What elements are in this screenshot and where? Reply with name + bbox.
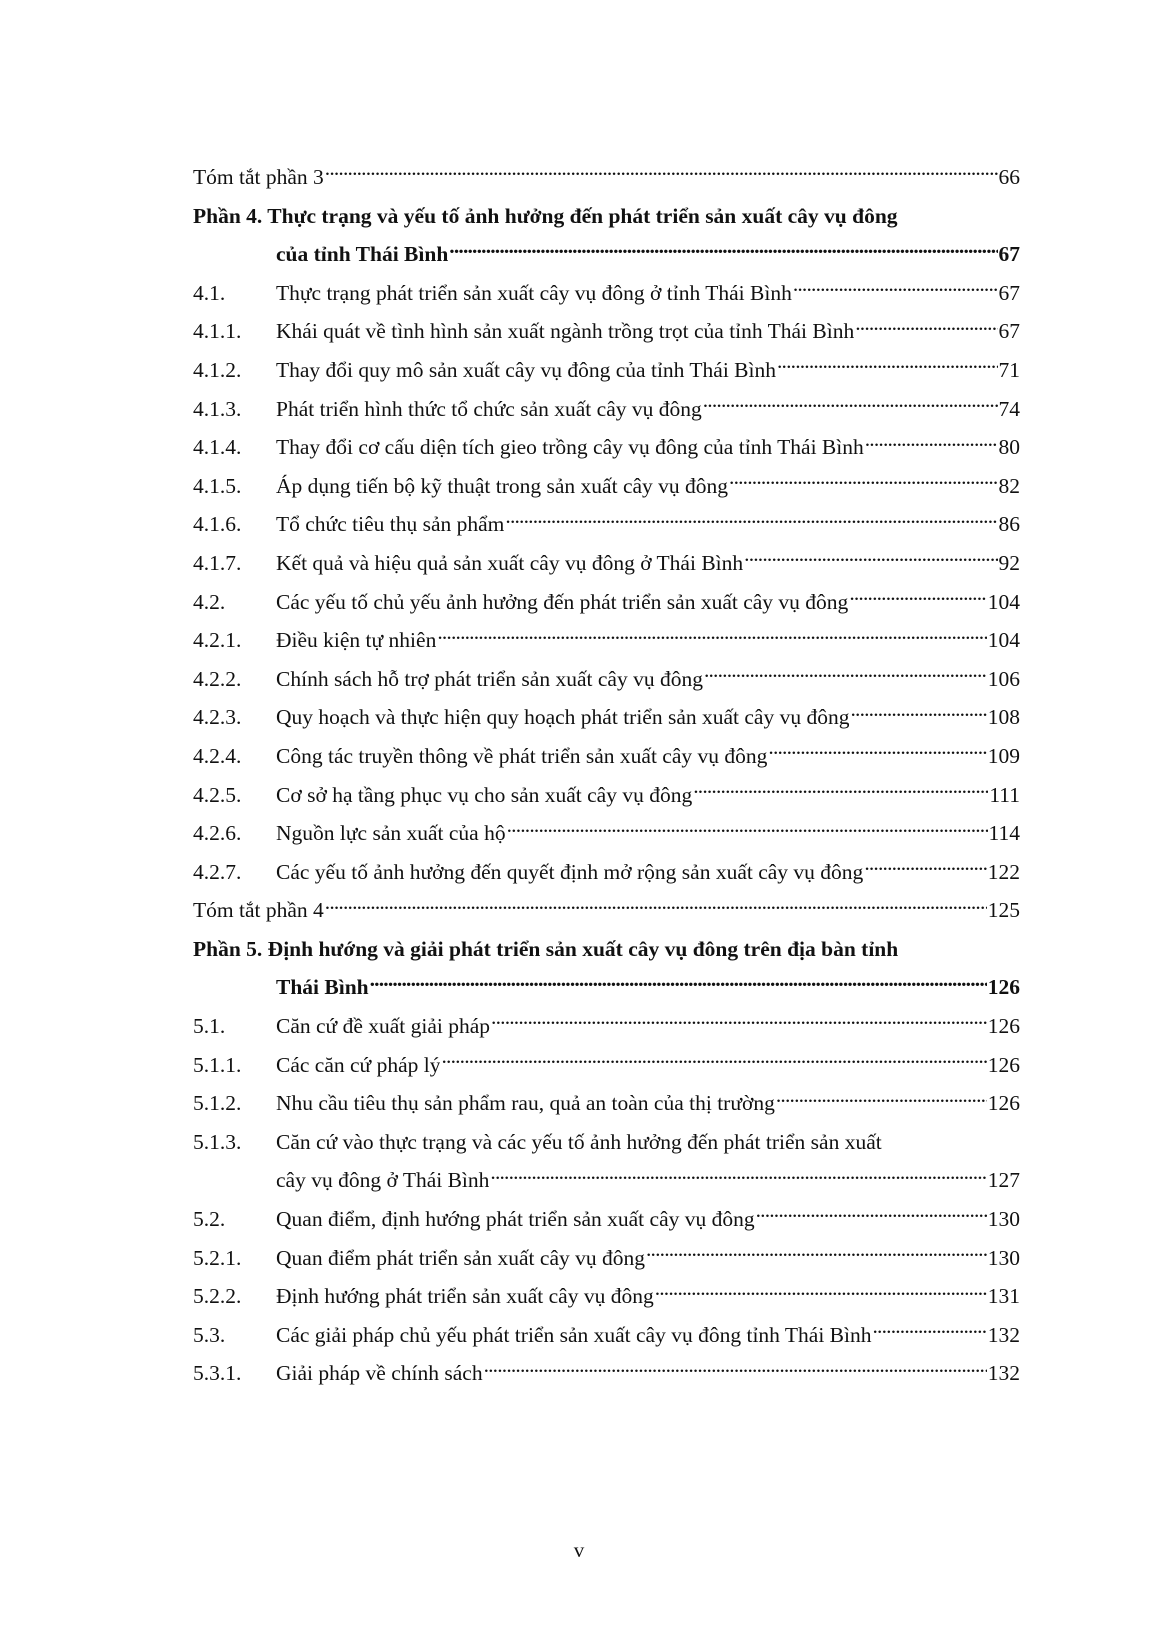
toc-entry-title: Tổ chức tiêu thụ sản phẩm — [276, 512, 505, 537]
toc-entry[interactable] — [193, 660, 1020, 699]
toc-entry-page: 106 — [987, 666, 1020, 691]
toc-entry-title: Nhu cầu tiêu thụ sản phẩm rau, quả an toàn của thị trường — [276, 1091, 775, 1116]
toc-entry-number: 4.1.5. — [193, 473, 242, 498]
toc-entry-title: Kết quả và hiệu quả sản xuất cây vụ đông ở Thái Bình — [276, 550, 744, 575]
toc-entry-title: Căn cứ vào thực trạng và các yếu tố ảnh hưởng đến phát triển sản xuất — [276, 1129, 882, 1154]
toc-entry-number: 4.2.6. — [193, 821, 242, 846]
toc-entry[interactable] — [193, 698, 1020, 737]
toc-entry-page: 92 — [998, 550, 1020, 575]
toc-entry-page: 122 — [987, 859, 1020, 884]
toc-entry-page: 67 — [998, 280, 1020, 305]
toc-entry-number: 5.1. — [193, 1014, 226, 1039]
toc-entry[interactable] — [193, 853, 1020, 892]
toc-entry-title-continuation: Thái Bình — [276, 975, 369, 1000]
toc-summary-entry[interactable] — [193, 891, 1020, 930]
toc-entry-title: Thay đổi cơ cấu diện tích gieo trồng cây vụ đông của tỉnh Thái Bình — [276, 435, 864, 460]
toc-entry[interactable] — [193, 390, 1020, 429]
toc-entry-number: 4.2.1. — [193, 628, 242, 653]
toc-entry[interactable] — [193, 1277, 1020, 1316]
toc-entry-title: Chính sách hỗ trợ phát triển sản xuất cây vụ đông — [276, 666, 703, 691]
toc-summary-entry[interactable] — [193, 158, 1020, 197]
dot-leader — [491, 1012, 987, 1034]
dot-leader — [505, 510, 997, 532]
toc-entry-page: 130 — [987, 1245, 1020, 1270]
toc-entry-page: 132 — [987, 1322, 1020, 1347]
toc-entry-title: Định hướng phát triển sản xuất cây vụ đông — [276, 1284, 654, 1309]
toc-entry-page: 67 — [998, 319, 1020, 344]
toc-entry-title: Điều kiện tự nhiên — [276, 628, 437, 653]
toc-entry[interactable] — [193, 1200, 1020, 1239]
toc-entry-number: 5.1.1. — [193, 1052, 242, 1077]
toc-entry-number: 4.2.7. — [193, 859, 242, 884]
toc-entry-title: Quan điểm phát triển sản xuất cây vụ đông — [276, 1245, 645, 1270]
dot-leader — [729, 471, 997, 493]
toc-entry-title: Các căn cứ pháp lý — [276, 1052, 441, 1077]
toc-entry-page: 104 — [987, 628, 1020, 653]
toc-entry-page: 130 — [987, 1207, 1020, 1232]
toc-entry-title-continuation: của tỉnh Thái Bình — [276, 242, 449, 267]
dot-leader — [449, 240, 997, 262]
toc-entry-title: Phát triển hình thức tổ chức sản xuất cây vụ đông — [276, 396, 702, 421]
toc-entry-page: 109 — [987, 743, 1020, 768]
toc-entry-number: 5.1.2. — [193, 1091, 242, 1116]
toc-entry[interactable] — [193, 1084, 1020, 1123]
dot-leader — [768, 741, 986, 763]
toc-entry-number: 4.2.5. — [193, 782, 242, 807]
toc-entry-number: 4.2.4. — [193, 743, 242, 768]
toc-entry-page: 86 — [998, 512, 1020, 537]
toc-entry-number: 5.2.1. — [193, 1245, 242, 1270]
table-of-contents — [193, 158, 1020, 1393]
toc-entry-title: Công tác truyền thông về phát triển sản xuất cây vụ đông — [276, 743, 768, 768]
toc-entry[interactable] — [193, 776, 1020, 815]
toc-entry[interactable] — [193, 814, 1020, 853]
toc-entry-number: 4.1.7. — [193, 550, 242, 575]
toc-entry-page: 126 — [987, 1014, 1020, 1039]
toc-entry[interactable] — [193, 544, 1020, 583]
dot-leader — [703, 394, 998, 416]
toc-entry-number: 4.1.4. — [193, 435, 242, 460]
toc-entry-number: 4.1.6. — [193, 512, 242, 537]
dot-leader — [325, 896, 987, 918]
dot-leader — [646, 1243, 987, 1265]
toc-part-heading[interactable] — [193, 197, 1020, 236]
toc-entry-page: 74 — [998, 396, 1020, 421]
toc-entry-page: 104 — [987, 589, 1020, 614]
toc-entry-title: Nguồn lực sản xuất của hộ — [276, 821, 506, 846]
toc-entry-title: Phần 5. Định hướng và giải phát triển sản xuất cây vụ đông trên địa bàn tỉnh — [193, 936, 899, 961]
toc-entry-page: 82 — [998, 473, 1020, 498]
toc-entry-page: 126 — [987, 975, 1020, 1000]
toc-entry-title: Khái quát về tình hình sản xuất ngành trồng trọt của tỉnh Thái Bình — [276, 319, 855, 344]
toc-entry-page: 108 — [987, 705, 1020, 730]
dot-leader — [855, 317, 997, 339]
dot-leader — [370, 973, 987, 995]
toc-entry-title: Cơ sở hạ tầng phục vụ cho sản xuất cây vụ đông — [276, 782, 693, 807]
toc-entry[interactable] — [193, 505, 1020, 544]
toc-entry-continuation[interactable] — [193, 968, 1020, 1007]
toc-part-heading[interactable] — [193, 930, 1020, 969]
toc-entry[interactable] — [193, 1239, 1020, 1278]
toc-entry-number: 4.1. — [193, 280, 226, 305]
toc-entry-page: 132 — [987, 1361, 1020, 1386]
toc-entry-page: 125 — [987, 898, 1020, 923]
toc-entry-page: 126 — [987, 1091, 1020, 1116]
toc-entry-continuation[interactable] — [193, 235, 1020, 274]
toc-entry-number: 5.3. — [193, 1322, 226, 1347]
toc-entry-title: Các giải pháp chủ yếu phát triển sản xuất cây vụ đông tỉnh Thái Bình — [276, 1322, 872, 1347]
dot-leader — [490, 1166, 986, 1188]
toc-entry[interactable] — [193, 428, 1020, 467]
dot-leader — [850, 703, 986, 725]
page-number: v — [573, 1538, 585, 1562]
toc-entry-title: Thực trạng phát triển sản xuất cây vụ đông ở tỉnh Thái Bình — [276, 280, 792, 305]
dot-leader — [864, 857, 986, 879]
toc-entry-page: 67 — [998, 242, 1020, 267]
dot-leader — [693, 780, 988, 802]
toc-entry-page: 71 — [998, 357, 1020, 382]
toc-entry-page: 126 — [987, 1052, 1020, 1077]
toc-entry-title: Tóm tắt phần 3 — [193, 165, 324, 189]
toc-entry-number: 5.2. — [193, 1207, 226, 1232]
dot-leader — [744, 548, 997, 570]
toc-entry-number: 5.1.3. — [193, 1129, 242, 1154]
toc-entry-title: Các yếu tố ảnh hưởng đến quyết định mở rộng sản xuất cây vụ đông — [276, 859, 864, 884]
dot-leader — [777, 355, 998, 377]
dot-leader — [655, 1282, 987, 1304]
toc-entry-number: 4.2.3. — [193, 705, 242, 730]
dot-leader — [325, 163, 998, 185]
toc-entry-title: Căn cứ đề xuất giải pháp — [276, 1014, 491, 1039]
dot-leader — [865, 433, 998, 455]
dot-leader — [704, 664, 987, 686]
toc-entry[interactable] — [193, 351, 1020, 390]
toc-entry-continuation[interactable] — [193, 1161, 1020, 1200]
dot-leader — [441, 1050, 986, 1072]
dot-leader — [484, 1359, 987, 1381]
dot-leader — [756, 1205, 987, 1227]
toc-entry[interactable] — [193, 467, 1020, 506]
toc-entry-page: 127 — [987, 1168, 1020, 1193]
toc-entry-number: 4.1.2. — [193, 357, 242, 382]
toc-entry-title: Giải pháp về chính sách — [276, 1361, 483, 1386]
toc-entry[interactable] — [193, 1316, 1020, 1355]
toc-entry[interactable] — [193, 1123, 1020, 1162]
toc-entry-page: 114 — [988, 821, 1020, 846]
toc-entry-page: 80 — [998, 435, 1020, 460]
toc-entry-title: Quy hoạch và thực hiện quy hoạch phát triển sản xuất cây vụ đông — [276, 705, 850, 730]
dot-leader — [507, 819, 988, 841]
toc-entry[interactable] — [193, 274, 1020, 313]
dot-leader — [776, 1089, 987, 1111]
toc-entry-number: 5.3.1. — [193, 1361, 242, 1386]
toc-entry-number: 4.1.1. — [193, 319, 242, 344]
toc-entry[interactable] — [193, 1007, 1020, 1046]
toc-entry-page: 66 — [998, 165, 1020, 189]
toc-entry-title-continuation: cây vụ đông ở Thái Bình — [276, 1168, 490, 1193]
toc-entry-number: 4.2.2. — [193, 666, 242, 691]
dot-leader — [849, 587, 986, 609]
toc-entry[interactable] — [193, 312, 1020, 351]
toc-entry[interactable] — [193, 1354, 1020, 1393]
toc-entry-title: Phần 4. Thực trạng và yếu tố ảnh hưởng đến phát triển sản xuất cây vụ đông — [193, 203, 898, 228]
toc-entry-page: 111 — [989, 782, 1020, 807]
dot-leader — [793, 278, 998, 300]
toc-entry-title: Áp dụng tiến bộ kỹ thuật trong sản xuất cây vụ đông — [276, 473, 729, 498]
toc-entry-title: Thay đổi quy mô sản xuất cây vụ đông của tỉnh Thái Bình — [276, 357, 776, 382]
toc-entry[interactable] — [193, 583, 1020, 622]
toc-entry[interactable] — [193, 737, 1020, 776]
dot-leader — [437, 626, 986, 648]
toc-entry-page: 131 — [987, 1284, 1020, 1309]
toc-entry-number: 5.2.2. — [193, 1284, 242, 1309]
toc-entry-title: Tóm tắt phần 4 — [193, 898, 324, 923]
toc-entry[interactable] — [193, 621, 1020, 660]
toc-entry-title: Quan điểm, định hướng phát triển sản xuất cây vụ đông — [276, 1207, 755, 1232]
toc-entry-title: Các yếu tố chủ yếu ảnh hưởng đến phát triển sản xuất cây vụ đông — [276, 589, 849, 614]
toc-entry-number: 4.2. — [193, 589, 226, 614]
toc-entry-number: 4.1.3. — [193, 396, 242, 421]
dot-leader — [873, 1320, 987, 1342]
toc-entry[interactable] — [193, 1046, 1020, 1085]
